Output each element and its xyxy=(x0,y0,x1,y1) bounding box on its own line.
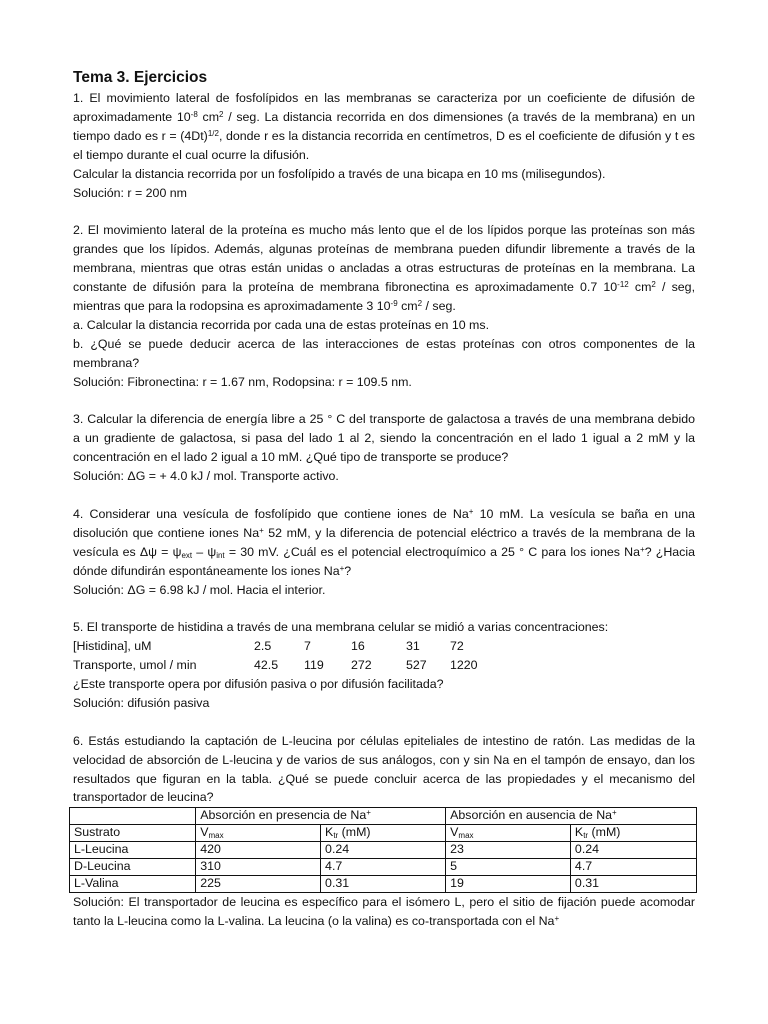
exercise-2-solution: Solución: Fibronectina: r = 1.67 nm, Rodopsina: r = 109.5 nm. xyxy=(73,374,412,389)
header-sustrato: Sustrato xyxy=(70,825,196,842)
exercise-1-question: Calcular la distancia recorrida por un fosfolípido a través de una bicapa en 10 ms (milisegundos). xyxy=(73,166,606,181)
data-value: 119 xyxy=(304,658,324,673)
exercise-5-solution: Solución: difusión pasiva xyxy=(73,695,210,710)
exercise-4 xyxy=(73,505,695,600)
exercise-6-solution: Solución: El transportador de leucina es específico para el isómero L, pero el sitio de fijación puede acomodar tanto la L-leucina como la L-valina. La leucina (o la valina) es co-transportada con el Na+ xyxy=(73,894,695,928)
page-title: Tema 3. Ejercicios xyxy=(73,69,208,86)
histidine-concentration-row: [Histidina], uM 2.5 7 16 31 72 xyxy=(73,637,695,656)
header-vmax: $V_{max}$ xyxy=(196,825,321,842)
data-value: 7 xyxy=(304,639,311,654)
exercise-3-solution: Solución: ΔG = + 4.0 kJ / mol. Transporte activo. xyxy=(73,469,339,484)
table-row: D-Leucina 310 4.7 5 4.7 xyxy=(70,859,697,876)
data-value: 16 xyxy=(351,639,365,654)
data-value: 31 xyxy=(406,639,420,654)
data-value: 42.5 xyxy=(254,658,279,673)
header-absence-na: Absorción en ausencia de Na+ xyxy=(446,808,697,825)
exercise-2-statement: 2. El movimiento lateral de la proteína es mucho más lento que el de los lípidos porque las proteínas son más grandes que los lípidos. Además, algunas proteínas de membrana pueden difundir libremente a través de la membrana, mientras que otras están unidas o ancladas a otras estructuras de proteínas en la membrana. La constante de difusión para la proteína de membrana fibronectina es aproximadamente 0.7 $10^{-12}$ $cm^2$ / seg, mientras que para la rodopsina es aproximadamente 3 $10^{-9}$ $cm^2$ / seg. xyxy=(73,223,696,313)
data-value: 1220 xyxy=(450,658,478,673)
exercise-1-statement: 1. El movimiento lateral de fosfolípidos en las membranas se caracteriza por un coeficiente de difusión de aproximadamente $10^{-8}$ $cm^2$ / seg. La distancia recorrida en dos dimensiones (a través de la membrana) en un tiempo dado es $r = (4Dt)^{1/2}$, donde r es la distancia recorrida en centímetros, D es el coeficiente de difusión y t es el tiempo durante el cual ocurre la difusión. xyxy=(73,91,696,162)
exercise-5-statement: 5. El transporte de histidina a través de una membrana celular se midió a varias concentraciones: xyxy=(73,620,609,635)
exercise-6-statement: 6. Estás estudiando la captación de L-leucina por células epiteliales de intestino de ratón. Las medidas de la velocidad de absorción de L-leucina y de varios de sus análogos, con y sin Na en el tampón de ensayo, dan los resultados que figuran en la tabla. ¿Qué se puede concluir acerca de las propiedades y el mecanismo del transportador de leucina? xyxy=(73,733,695,805)
exercise-6 xyxy=(73,732,695,931)
exercise-4-solution: Solución: ΔG = 6.98 kJ / mol. Hacia el interior. xyxy=(73,582,326,597)
table-subheader-row xyxy=(70,825,697,842)
leucine-absorption-table xyxy=(69,807,697,893)
data-value: 72 xyxy=(450,639,464,654)
table-row: L-Leucina 420 0.24 23 0.24 xyxy=(70,842,697,859)
exercise-1-solution: Solución: r = 200 nm xyxy=(73,185,187,200)
table-header-row xyxy=(70,808,697,825)
header-presence-na: Absorción en presencia de Na+ xyxy=(196,808,446,825)
transport-rate-row: Transporte, umol / min 42.5 119 272 527 1220 xyxy=(73,656,695,675)
table-row: L-Valina 225 0.31 19 0.31 xyxy=(70,875,697,892)
header-ktr: $K_{tr}$ (mM) xyxy=(321,825,446,842)
exercise-5 xyxy=(73,618,695,713)
exercise-2 xyxy=(73,221,695,391)
exercise-5-question: ¿Este transporte opera por difusión pasiva o por difusión facilitada? xyxy=(73,677,444,692)
exercise-3 xyxy=(73,410,695,486)
data-value: 527 xyxy=(406,658,427,673)
document-page xyxy=(73,68,695,931)
data-value: 272 xyxy=(351,658,372,673)
exercise-2-question-b: b. ¿Qué se puede deducir acerca de las interacciones de estas proteínas con otros componentes de la membrana? xyxy=(73,336,695,370)
exercise-1 xyxy=(73,89,695,202)
data-value: 2.5 xyxy=(254,639,272,654)
exercise-4-statement: 4. Considerar una vesícula de fosfolípido que contiene iones de Na+ 10 mM. La vesícula se baña en una disolución que contiene iones Na+ 52 mM, y la diferencia de potencial eléctrico a través de la membrana de la vesícula es $\Delta\psi = \psi_{ext} - \psi_{int} = 30$ mV. ¿Cuál es el potencial electroquímico a 25 ° C para los iones Na+? ¿Hacia dónde difundirán espontáneamente los iones Na+? xyxy=(73,506,696,578)
header-ktr: $K_{tr}$ (mM) xyxy=(570,825,696,842)
header-vmax: $V_{max}$ xyxy=(446,825,571,842)
exercise-2-question-a: a. Calcular la distancia recorrida por cada una de estas proteínas en 10 ms. xyxy=(73,317,490,332)
exercise-3-statement: 3. Calcular la diferencia de energía libre a 25 ° C del transporte de galactosa a través de una membrana debido a un gradiente de galactosa, si pasa del lado 1 al 2, siendo la concentración en el lado 1 igual a 2 mM y la concentración en el lado 2 igual a 10 mM. ¿Qué tipo de transporte se produce? xyxy=(73,412,695,465)
